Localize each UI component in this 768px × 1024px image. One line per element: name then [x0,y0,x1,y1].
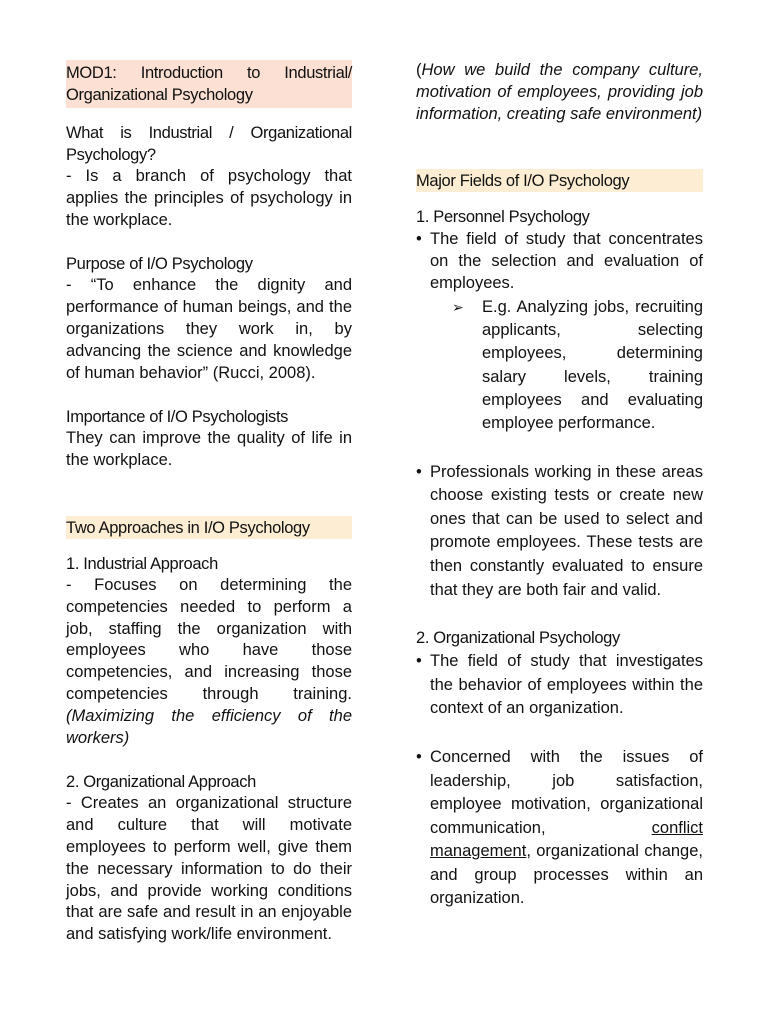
organizational-heading: 2. Organizational Approach [66,773,256,792]
industrial-note: (Maximizing the efficiency of the workers) [66,706,352,747]
module-title: MOD1: Introduction to Industrial/ Organizational Psychology [66,60,352,108]
personnel-heading: 1. Personnel Psychology [416,208,590,227]
industrial-heading: 1. Industrial Approach [66,554,218,573]
organizational-text: - Creates an organizational structure and culture that will motivate employees to perform well, give them the necessary information to do their jobs, and provide working conditions that are safe and result in an enjoyable and satisfying work/life environment. [66,794,352,944]
orgpsych-bullet-2-text-b: , organizational change, and group processes within an organization. [430,842,703,908]
bullet-icon: • [416,652,422,671]
orgpsych-bullet-1 [416,650,703,721]
what-heading: What is Industrial / Organizational Psychology? [66,124,352,164]
orgpsych-heading: 2. Organizational Psychology [416,629,620,648]
bullet-icon: • [416,230,422,249]
personnel-bullet-1 [416,229,703,294]
orgpsych-bullet-2 [416,746,703,911]
culture-note-paren: ( [416,61,422,79]
what-text: - Is a branch of psychology that applies the principles of psychology in the workplace. [66,167,352,229]
personnel-bullet-2 [416,461,703,603]
personnel-bullet-1-text: The field of study that concentrates on the selection and evaluation of employees. [430,230,703,292]
orgpsych-bullet-1-text: The field of study that investigates the behavior of employees within the context of an organization. [430,652,703,718]
purpose-text: - “To enhance the dignity and performance of human beings, and the organizations they work in, by advancing the science and knowledge of human behavior” (Rucci, 2008). [66,276,352,382]
purpose-heading: Purpose of I/O Psychology [66,255,253,274]
bullet-icon: • [416,747,422,766]
personnel-sub-bullet-text: E.g. Analyzing jobs, recruiting applicants, selecting employees, determining salary levels, training employees and evaluating employee performance. [482,297,703,433]
personnel-bullet-2-text: Professionals working in these areas choose existing tests or create new ones that can be used to select and promote employees. These tests are then constantly evaluated to ensure that they are both fair and valid. [430,462,703,599]
culture-note [416,60,703,125]
culture-note-text: How we build the company culture, motivation of employees, providing job information, creating safe environment) [416,61,703,123]
industrial-text [66,575,352,749]
arrow-bullet-icon: ➢ [452,298,464,315]
orgpsych-bullet-2-text [430,748,703,908]
importance-heading: Importance of I/O Psychologists [66,408,289,427]
personnel-sub-bullet [416,296,703,436]
bullet-icon: • [416,462,422,481]
right-column [416,60,703,911]
left-column [66,60,352,946]
industrial-text-body: - Focuses on determining the competencies needed to perform a job, staffing the organization with employees who have those competencies, and increasing those competencies through training. [66,575,352,703]
orgpsych-bullet-2-text-a: Concerned with the issues of leadership, job satisfaction, employee motivation, organizational communication, [430,747,703,837]
importance-text: They can improve the quality of life in the workplace. [66,429,352,470]
approaches-heading: Two Approaches in I/O Psychology [66,516,352,539]
fields-heading: Major Fields of I/O Psychology [416,169,703,192]
conflict-management-link[interactable]: conflict management [430,818,703,861]
